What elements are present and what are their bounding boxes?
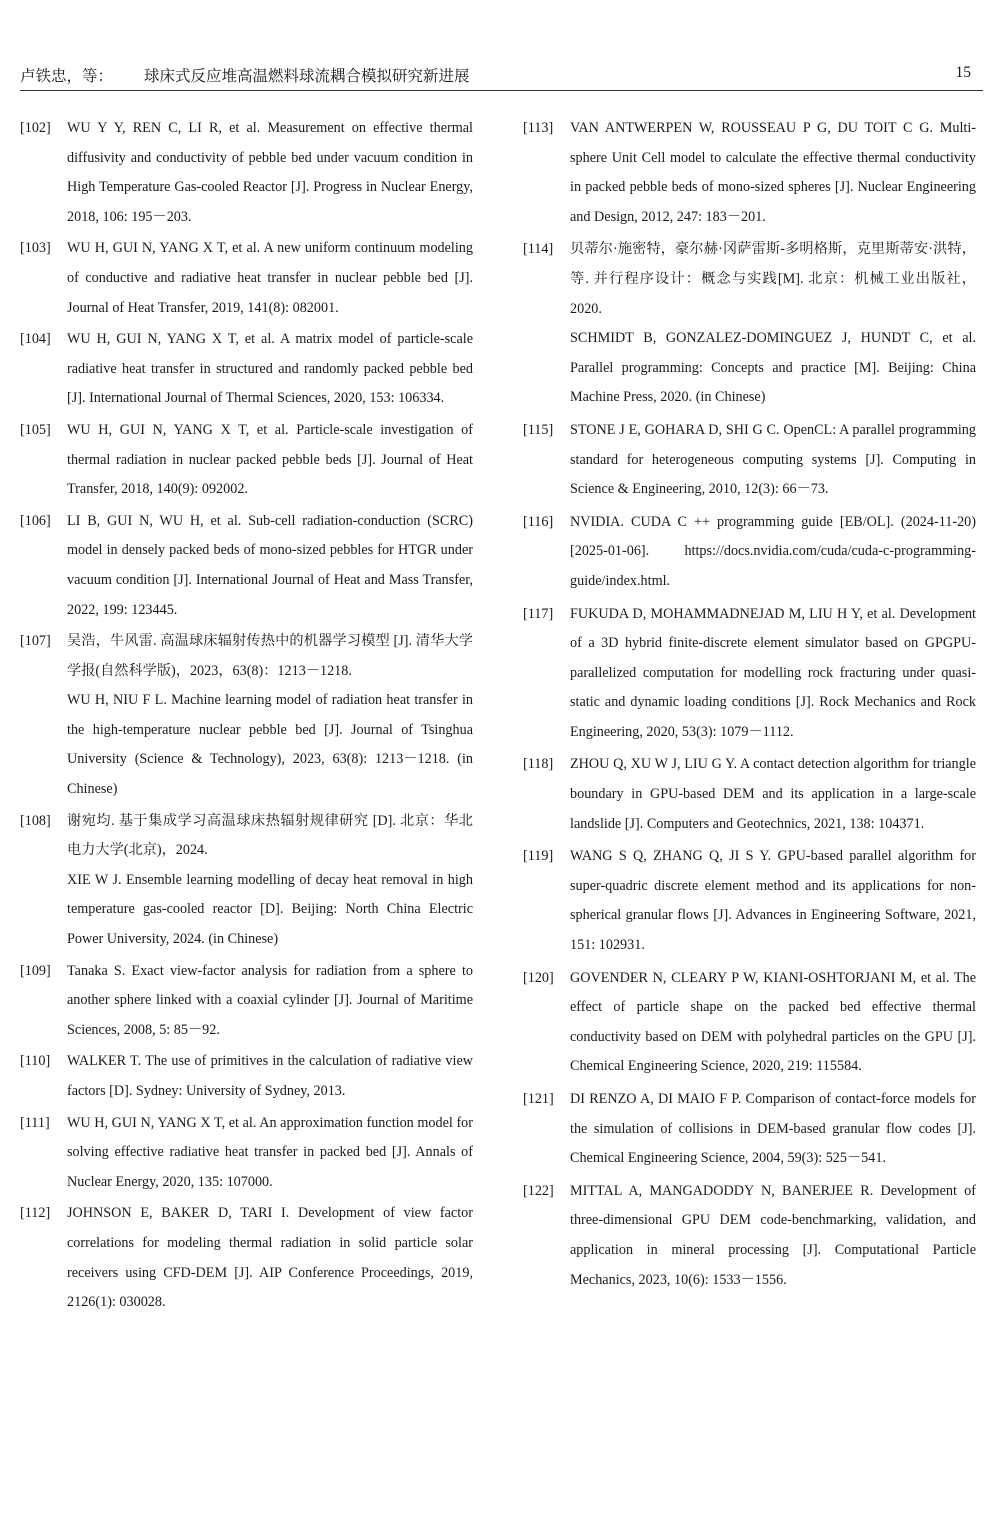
reference-number: [119]: [523, 848, 554, 865]
reference-number: [107]: [20, 633, 51, 650]
reference-item: [523, 842, 976, 960]
running-head-authors: 卢铁忠，等：: [20, 67, 114, 85]
page-number: 15: [955, 64, 971, 81]
reference-item: [20, 807, 473, 955]
running-head-title: 球床式反应堆高温燃料球流耦合模拟研究新进展: [144, 67, 470, 85]
reference-text: 谢宛均. 基于集成学习高温球床热辐射规律研究 [D]. 北京：华北电力大学(北京)，2024.: [67, 812, 473, 859]
reference-text: Tanaka S. Exact view-factor analysis for radiation from a sphere to another sphere linked with a coaxial cylinder [J]. Journal of Maritime Sciences, 2008, 5: 85－92.: [67, 962, 473, 1038]
reference-text: ZHOU Q, XU W J, LIU G Y. A contact detection algorithm for triangle boundary in GPU-based DEM and its application in a large-scale landslide [J]. Computers and Geotechnics, 2021, 138: 104371.: [570, 756, 976, 832]
reference-number: [103]: [20, 240, 51, 257]
reference-text: SCHMIDT B, GONZALEZ-DOMINGUEZ J, HUNDT C, et al. Parallel programming: Concepts and practice [M]. Beijing: China Machine Press, 2020. (in Chinese): [570, 330, 976, 406]
reference-text: WU H, NIU F L. Machine learning model of radiation heat transfer in the high-temperature nuclear pebble bed [J]. Journal of Tsinghua University (Science & Technology), 2023, 63(8): 1213－1218. (in Chinese): [67, 692, 473, 798]
reference-number: [121]: [523, 1091, 554, 1107]
reference-number: [104]: [20, 331, 51, 348]
reference-number: [112]: [20, 1205, 51, 1222]
reference-item: [20, 507, 473, 625]
reference-text: WU H, GUI N, YANG X T, et al. Particle-scale investigation of thermal radiation in nuclear packed pebble beds [J]. Journal of Heat Transfer, 2018, 140(9): 092002.: [67, 421, 473, 498]
reference-number: [109]: [20, 962, 51, 979]
reference-number: [115]: [523, 421, 554, 438]
reference-number: [106]: [20, 512, 51, 529]
reference-text: STONE J E, GOHARA D, SHI G C. OpenCL: A parallel programming standard for heterogeneous computing systems [J]. Computing in Science & Engineering, 2010, 12(3): 66－73.: [570, 421, 976, 498]
references-left-column: [20, 114, 473, 1320]
reference-item: [20, 1109, 473, 1198]
reference-number: [116]: [523, 513, 554, 530]
reference-text: LI B, GUI N, WU H, et al. Sub-cell radiation-conduction (SCRC) model in densely packed beds of mono-sized pebbles for HTGR under vacuum condition [J]. International Journal of Heat and Mass Transfer, 2022, 199: 123445.: [67, 512, 473, 618]
references-right-column: [523, 114, 976, 1298]
reference-text: WALKER T. The use of primitives in the calculation of radiative view factors [D]. Sydney: University of Sydney, 2013.: [67, 1053, 473, 1099]
reference-item: [523, 235, 976, 413]
reference-item: [523, 416, 976, 505]
reference-text: WU H, GUI N, YANG X T, et al. A new uniform continuum modeling of conductive and radiative heat transfer in nuclear pebble bed [J]. Journal of Heat Transfer, 2019, 141(8): 082001.: [67, 240, 473, 316]
reference-number: [108]: [20, 812, 51, 829]
reference-number: [113]: [523, 120, 554, 136]
reference-number: [110]: [20, 1053, 51, 1070]
reference-text: MITTAL A, MANGADODDY N, BANERJEE R. Development of three-dimensional GPU DEM code-benchmarking, validation, and application in mineral processing [J]. Computational Particle Mechanics, 2023, 10(6): 1533－1556.: [570, 1182, 976, 1288]
page-header: [20, 60, 983, 91]
reference-number: [120]: [523, 969, 554, 986]
reference-number: [105]: [20, 421, 51, 438]
reference-text: 贝蒂尔·施密特，豪尔赫·冈萨雷斯-多明格斯，克里斯蒂安·洪特，等. 并行程序设计：概念与实践[M]. 北京：机械工业出版社，2020.: [570, 241, 976, 317]
reference-text: 吴浩，牛风雷. 高温球床辐射传热中的机器学习模型 [J]. 清华大学学报(自然科学版)，2023，63(8)：1213－1218.: [67, 633, 473, 679]
reference-text: GOVENDER N, CLEARY P W, KIANI-OSHTORJANI M, et al. The effect of particle shape on the packed bed effective thermal conductivity based on DEM with polyhedral particles on the GPU [J]. Chemical Engineering Science, 2020, 219: 115584.: [570, 969, 976, 1075]
reference-text: WU Y Y, REN C, LI R, et al. Measurement on effective thermal diffusivity and conductivity of pebble bed under vacuum condition in High Temperature Gas-cooled Reactor [J]. Progress in Nuclear Energy, 2018, 106: 195－203.: [67, 120, 473, 225]
reference-text: FUKUDA D, MOHAMMADNEJAD M, LIU H Y, et al. Development of a 3D hybrid finite-discrete element simulator based on GPGPU-parallelized computation for modelling rock fracturing under quasi-static and dynamic loading conditions [J]. Rock Mechanics and Rock Engineering, 2020, 53(3): 1079－1112.: [570, 605, 976, 740]
reference-text: WANG S Q, ZHANG Q, JI S Y. GPU-based parallel algorithm for super-quadric discrete element method and its applications for non-spherical granular flows [J]. Advances in Engineering Software, 2021, 151: 102931.: [570, 848, 976, 954]
reference-text: JOHNSON E, BAKER D, TARI I. Development of view factor correlations for modeling thermal radiation in solid particle solar receivers using CFD-DEM [J]. AIP Conference Proceedings, 2019, 2126(1): 030028.: [67, 1205, 473, 1311]
reference-text: WU H, GUI N, YANG X T, et al. A matrix model of particle-scale radiative heat transfer in structured and randomly packed pebble bed [J]. International Journal of Thermal Sciences, 2020, 153: 106334.: [67, 331, 473, 407]
reference-item: [20, 957, 473, 1046]
reference-text: WU H, GUI N, YANG X T, et al. An approximation function model for solving effective radiative heat transfer in packed bed [J]. Annals of Nuclear Energy, 2020, 135: 107000.: [67, 1114, 473, 1190]
reference-number: [102]: [20, 120, 51, 136]
reference-text: DI RENZO A, DI MAIO F P. Comparison of contact-force models for the simulation of collisions in DEM-based granular flow codes [J]. Chemical Engineering Science, 2004, 59(3): 525－541.: [570, 1091, 976, 1167]
reference-number: [117]: [523, 605, 554, 622]
reference-number: [111]: [20, 1114, 50, 1131]
reference-item: [523, 114, 976, 232]
reference-item: [523, 964, 976, 1082]
reference-text: NVIDIA. CUDA C ++ programming guide [EB/OL]. (2024-11-20)[2025-01-06]. https://docs.nvidia.com/cuda/cuda-c-programming-guide/index.html.: [570, 513, 976, 589]
reference-item: [20, 416, 473, 505]
reference-item: [20, 1047, 473, 1106]
reference-text: XIE W J. Ensemble learning modelling of decay heat removal in high temperature gas-cooled reactor [D]. Beijing: North China Electric Power University, 2024. (in Chinese): [67, 871, 473, 948]
reference-item: [20, 234, 473, 323]
reference-item: [523, 600, 976, 748]
reference-number: [118]: [523, 756, 554, 773]
reference-number: [122]: [523, 1182, 554, 1199]
reference-text: VAN ANTWERPEN W, ROUSSEAU P G, DU TOIT C G. Multi-sphere Unit Cell model to calculate the effective thermal conductivity in packed pebble beds of mono-sized spheres [J]. Nuclear Engineering and Design, 2012, 247: 183－201.: [570, 120, 976, 225]
reference-item: [523, 1177, 976, 1295]
reference-item: [20, 627, 473, 805]
reference-number: [114]: [523, 241, 554, 258]
reference-item: [20, 114, 473, 232]
reference-item: [20, 1199, 473, 1317]
reference-item: [523, 1085, 976, 1174]
reference-item: [523, 750, 976, 839]
reference-item: [20, 325, 473, 414]
reference-item: [523, 508, 976, 597]
